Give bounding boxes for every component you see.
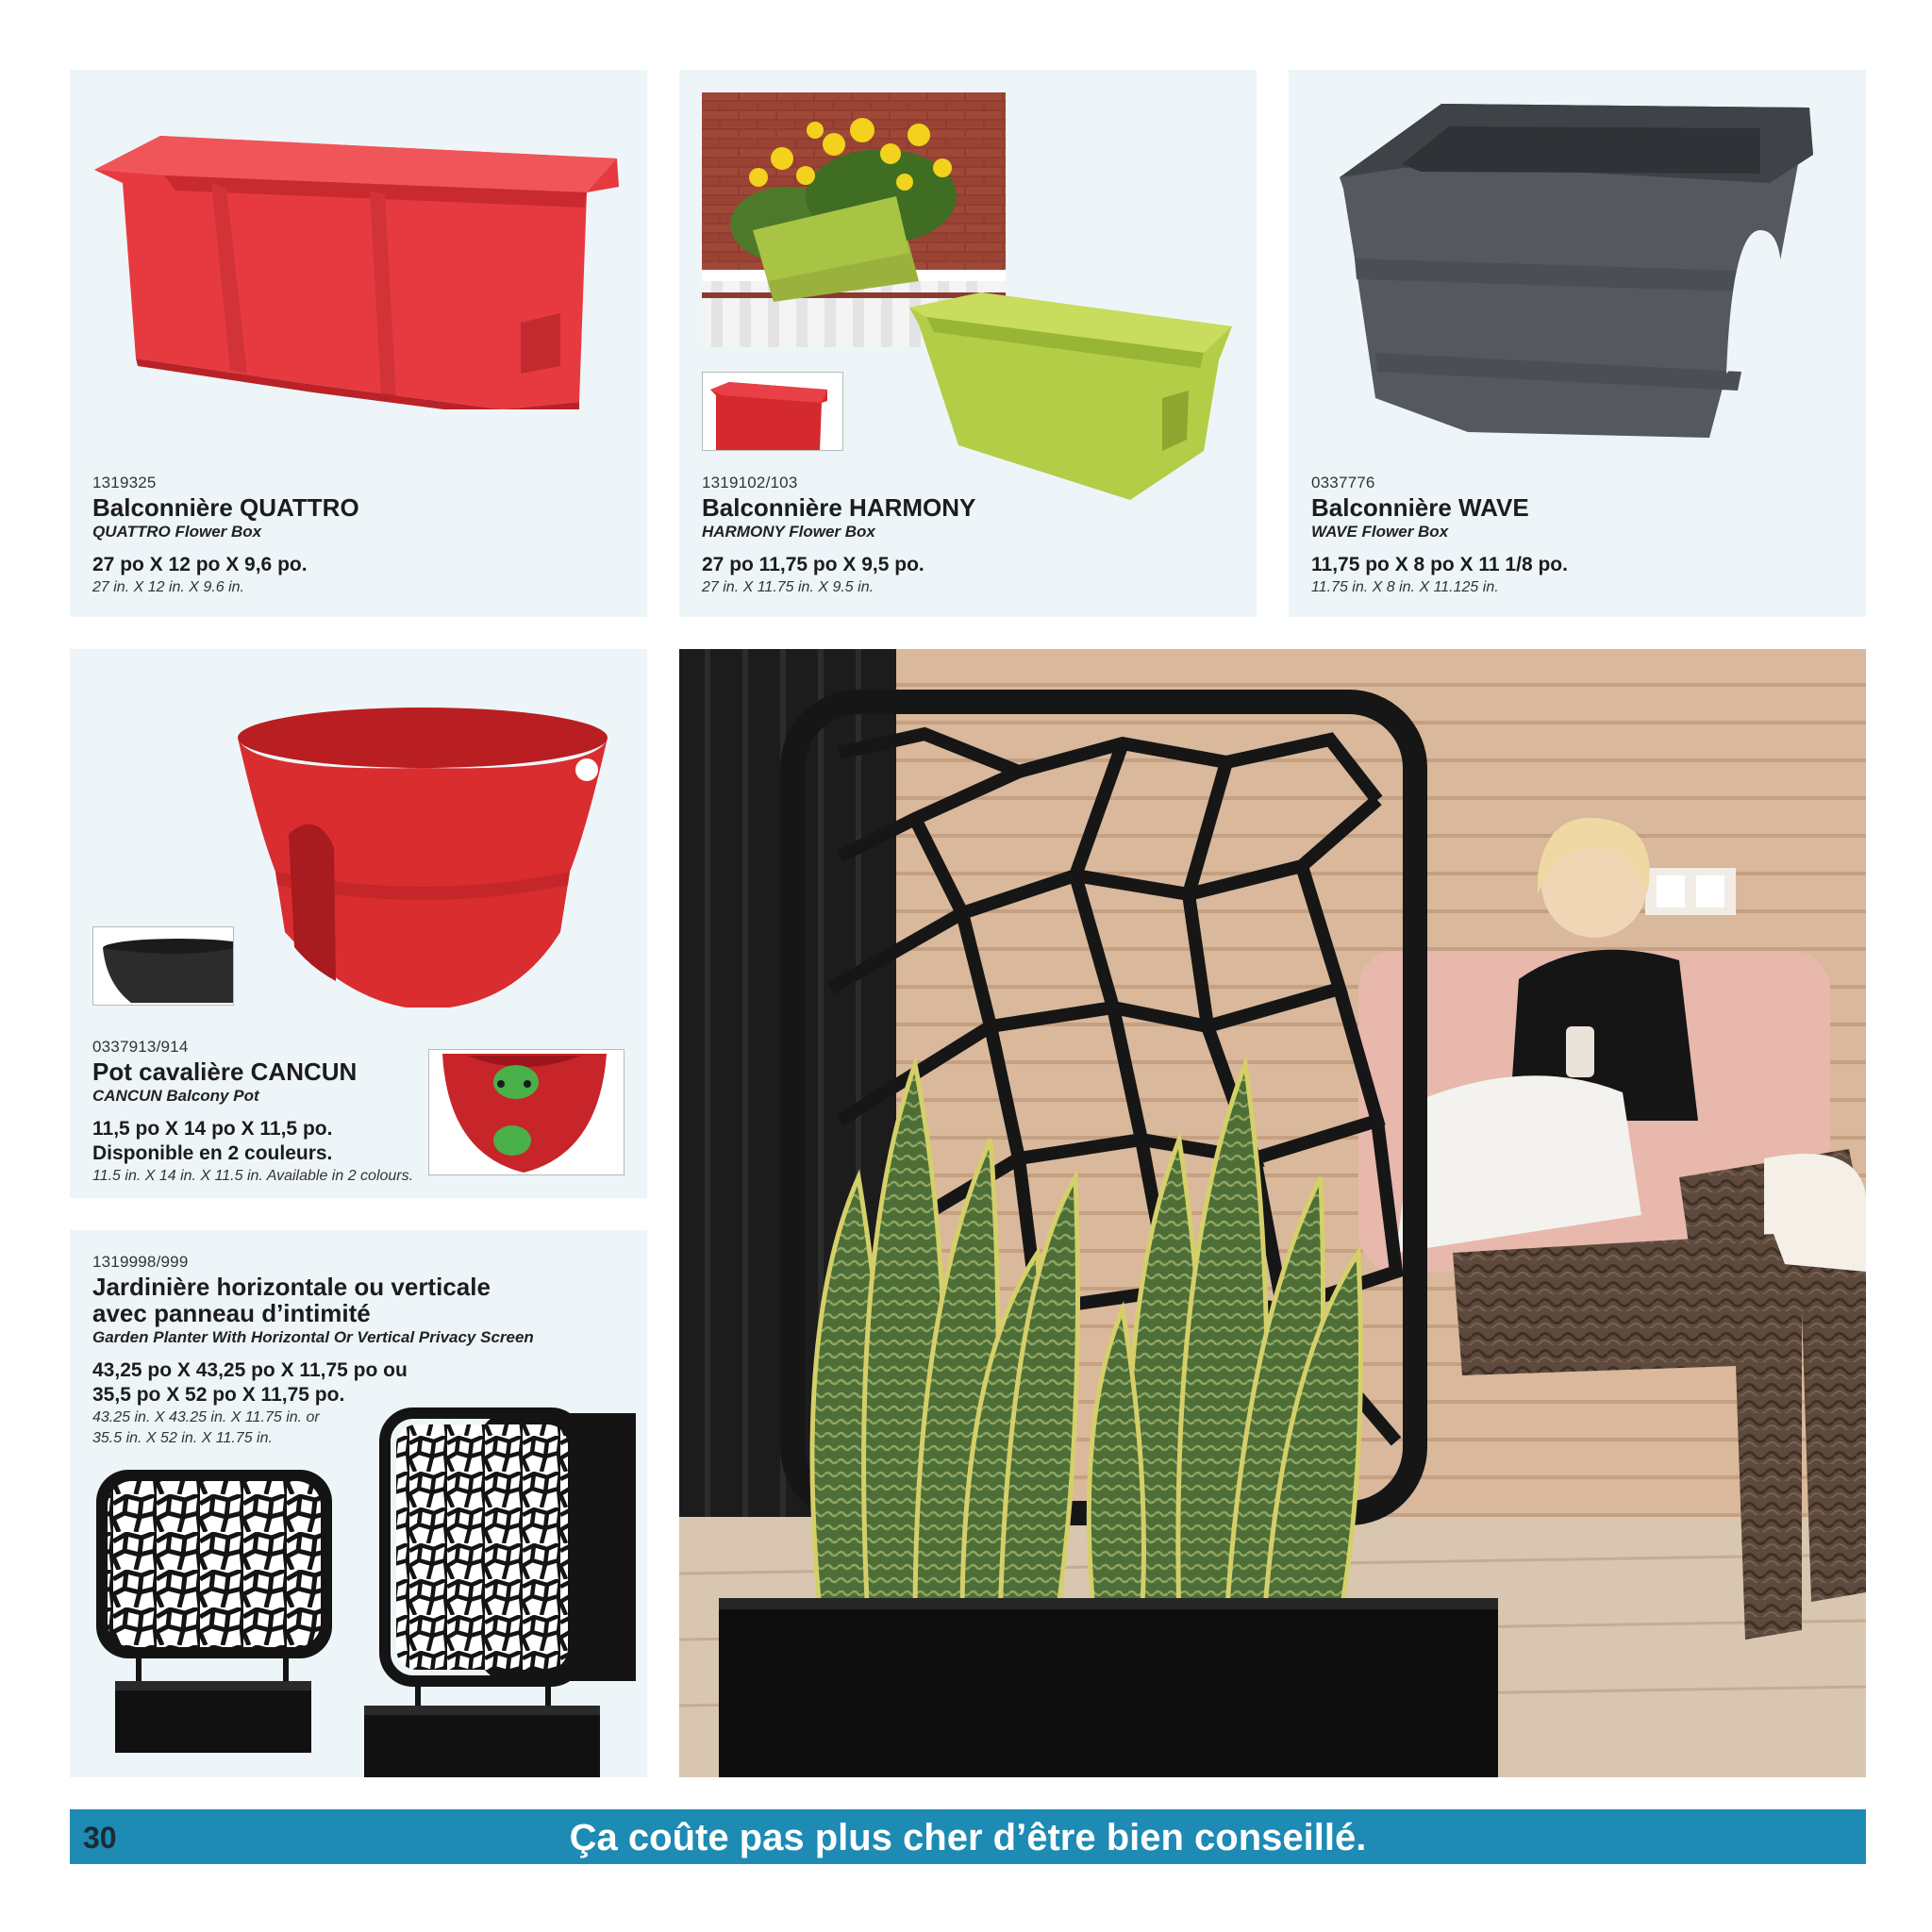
product-name-en: CANCUN Balcony Pot [92,1087,259,1105]
product-card-cancun [70,649,647,1198]
product-sku: 0337776 [1311,474,1375,491]
product-name-fr: Balconnière HARMONY [702,493,976,522]
red-color-variant-thumbnail [702,372,843,451]
product-name-en: WAVE Flower Box [1311,523,1449,541]
horizontal-privacy-planter-image [70,1457,353,1777]
product-dimensions-fr: 11,75 po X 8 po X 11 1/8 po. [1311,554,1568,575]
product-name-fr: Balconnière WAVE [1311,493,1529,522]
product-dimensions-en: 11.75 in. X 8 in. X 11.125 in. [1311,579,1499,595]
product-name-fr-line2: avec panneau d’intimité [92,1299,371,1327]
product-dimensions-fr: 11,5 po X 14 po X 11,5 po. [92,1118,333,1140]
black-color-variant-thumbnail [92,926,234,1006]
product-availability-fr: Disponible en 2 couleurs. [92,1142,333,1164]
footer-slogan: Ça coûte pas plus cher d’être bien conseillé. [569,1817,1367,1858]
product-dimensions-en: 27 in. X 12 in. X 9.6 in. [92,579,244,595]
product-card-privacy-planter [70,1230,647,1777]
page-number: 30 [83,1821,117,1855]
product-dimensions-fr-line1: 43,25 po X 43,25 po X 11,75 po ou [92,1359,408,1381]
cancun-hook-detail-thumbnail [428,1049,625,1175]
product-sku: 1319102/103 [702,474,798,491]
product-dimensions-en: 27 in. X 11.75 in. X 9.5 in. [702,579,874,595]
footer-banner [70,1809,1866,1864]
product-dimensions-en: 11.5 in. X 14 in. X 11.5 in. Available in 2 colours. [92,1168,414,1184]
product-card-harmony [679,70,1257,617]
product-name-en: Garden Planter With Horizontal Or Vertical Privacy Screen [92,1328,534,1346]
product-name-fr-line1: Jardinière horizontale ou verticale [92,1273,491,1301]
product-name-en: HARMONY Flower Box [702,523,875,541]
product-name-en: QUATTRO Flower Box [92,523,262,541]
product-dimensions-fr-line2: 35,5 po X 52 po X 11,75 po. [92,1384,345,1406]
wave-flower-box-image [1289,70,1866,466]
product-sku: 1319325 [92,474,157,491]
product-card-wave [1289,70,1866,617]
product-sku: 0337913/914 [92,1038,189,1056]
product-name-fr: Balconnière QUATTRO [92,493,359,522]
product-dimensions-en-line2: 35.5 in. X 52 in. X 11.75 in. [92,1430,273,1446]
product-name-fr: Pot cavalière CANCUN [92,1058,358,1086]
product-dimensions-fr: 27 po 11,75 po X 9,5 po. [702,554,924,575]
vertical-privacy-planter-image [353,1400,636,1777]
product-sku: 1319998/999 [92,1253,189,1271]
quattro-flower-box-image [70,70,647,409]
product-dimensions-fr: 27 po X 12 po X 9,6 po. [92,554,308,575]
product-card-quattro [70,70,647,617]
product-dimensions-en-line1: 43.25 in. X 43.25 in. X 11.75 in. or [92,1409,320,1425]
lifestyle-patio-photo [679,649,1866,1777]
